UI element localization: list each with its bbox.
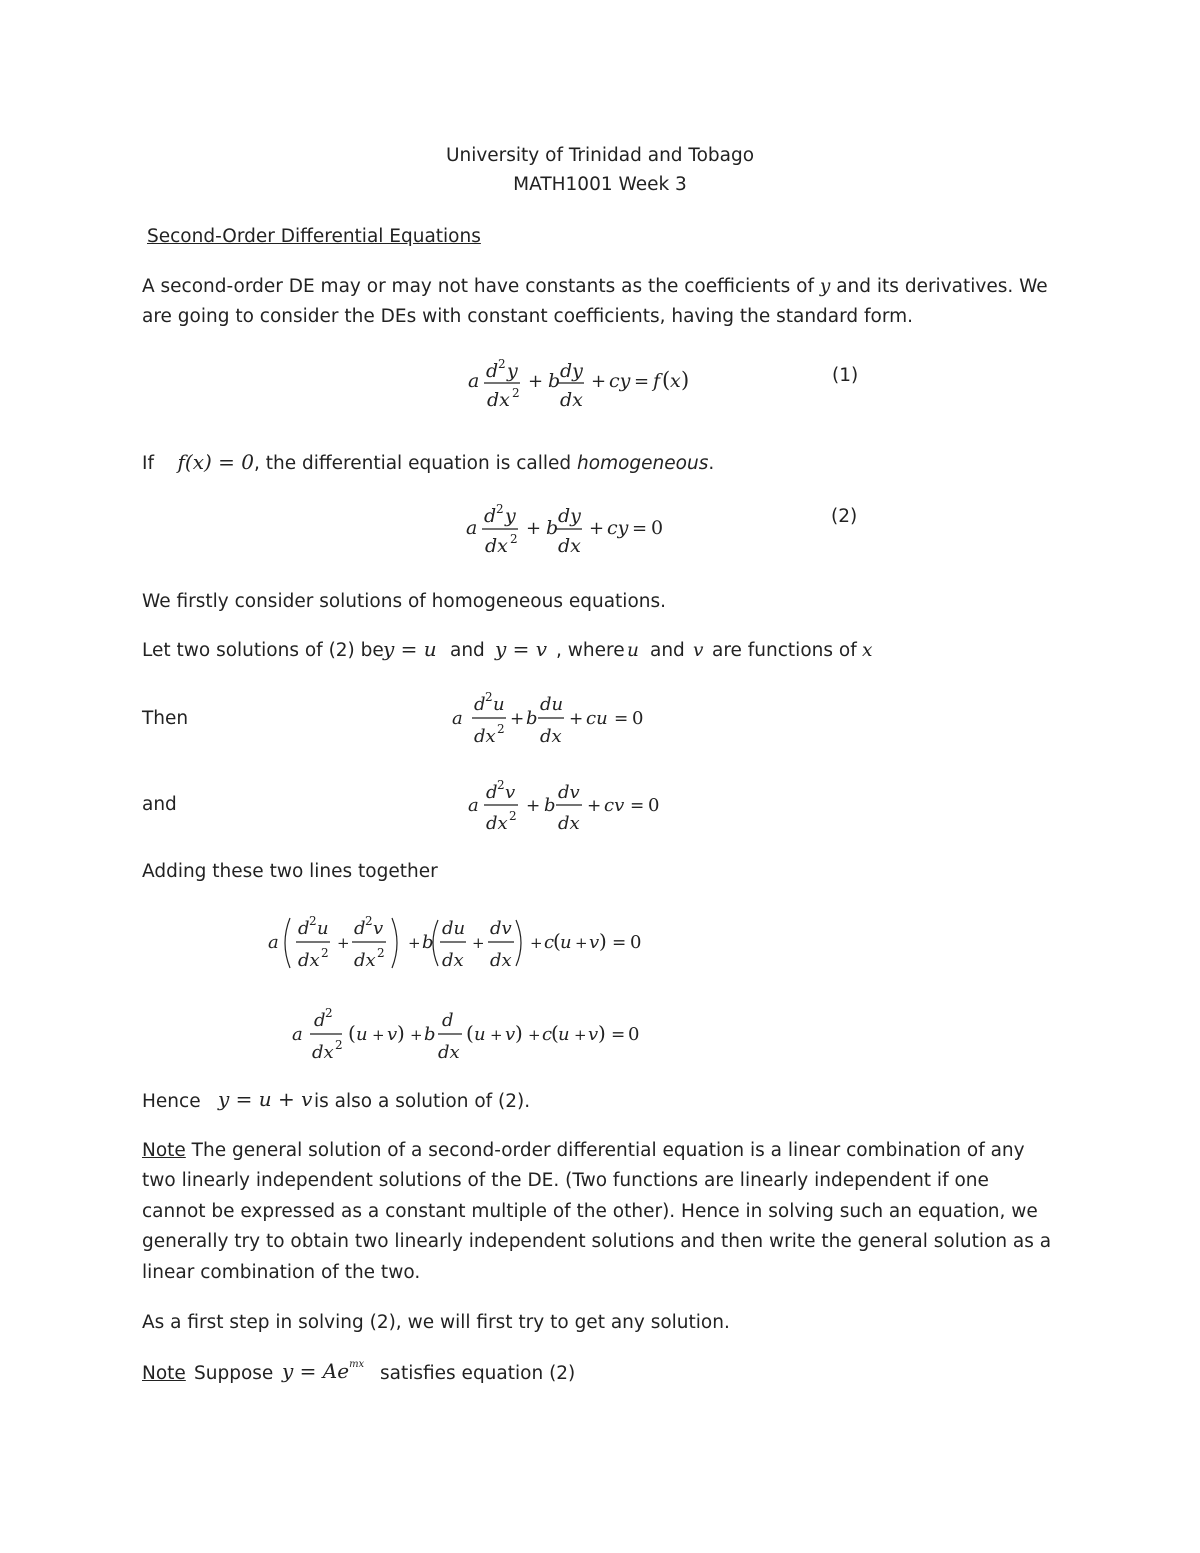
- where-word: , where: [556, 640, 625, 661]
- svg-text:+: +: [510, 709, 525, 729]
- exponent-mx: mx: [349, 1359, 365, 1371]
- svg-text:v: v: [589, 932, 600, 953]
- svg-text:+: +: [526, 796, 541, 816]
- svg-text:0: 0: [651, 517, 664, 539]
- svg-text:+: +: [589, 518, 605, 539]
- svg-text:0: 0: [648, 795, 660, 816]
- svg-text:u: u: [474, 1024, 486, 1045]
- svg-text:0: 0: [632, 708, 644, 729]
- svg-text:du: du: [442, 918, 466, 939]
- svg-text:+: +: [528, 1026, 541, 1044]
- svg-text:2: 2: [510, 532, 518, 546]
- intro-paragraph: [142, 272, 1052, 333]
- svg-text:0: 0: [628, 1024, 640, 1045]
- if-word: If: [142, 453, 154, 474]
- svg-text:+: +: [569, 709, 584, 729]
- svg-text:cy: cy: [607, 517, 629, 539]
- svg-text:(: (: [553, 929, 561, 953]
- svg-text:=: =: [612, 933, 627, 953]
- svg-text:dx: dx: [474, 726, 496, 747]
- svg-text:v: v: [505, 782, 516, 803]
- y-equals-ae: y = Ae: [282, 1359, 350, 1383]
- svg-text:a: a: [268, 932, 279, 953]
- intro-var-y: y: [819, 276, 831, 297]
- then-label: Then: [142, 708, 189, 729]
- note-general-solution: [142, 1136, 1054, 1288]
- and-word-1: and: [450, 640, 485, 661]
- svg-text:2: 2: [321, 946, 329, 960]
- equation-u: [444, 686, 664, 748]
- suppose-word: Suppose: [194, 1363, 274, 1384]
- svg-text:(: (: [466, 1021, 474, 1045]
- svg-text:2: 2: [325, 1006, 333, 1020]
- and-word-2: and: [650, 640, 685, 661]
- hence-word: Hence: [142, 1091, 201, 1112]
- svg-text:2: 2: [497, 778, 505, 792]
- svg-text:+: +: [526, 518, 542, 539]
- svg-text:dx: dx: [558, 813, 580, 834]
- svg-text:v: v: [373, 918, 384, 939]
- are-functions-of: are functions of: [712, 640, 857, 661]
- svg-text:dx: dx: [354, 950, 376, 971]
- svg-text:d: d: [298, 918, 310, 939]
- y-equals-u-plus-v: y = u + v: [218, 1087, 313, 1111]
- and-label: and: [142, 794, 177, 815]
- svg-text:+: +: [372, 1026, 385, 1044]
- svg-text:(: (: [551, 1021, 559, 1045]
- svg-text:dx: dx: [298, 950, 320, 971]
- svg-text:+: +: [408, 934, 421, 952]
- svg-text:c: c: [544, 932, 555, 953]
- svg-text:): ): [515, 1021, 523, 1045]
- svg-text:v: v: [505, 1024, 516, 1045]
- svg-text:+: +: [530, 934, 543, 952]
- equation-combined: [286, 1002, 646, 1068]
- svg-text:=: =: [611, 1025, 626, 1045]
- svg-text:y: y: [507, 360, 518, 382]
- equation-2-label: (2): [831, 506, 858, 527]
- svg-text:dx: dx: [540, 726, 562, 747]
- svg-text:=: =: [630, 796, 645, 816]
- svg-text:=: =: [614, 709, 629, 729]
- svg-text:d: d: [474, 694, 486, 715]
- equation-v: [460, 774, 680, 836]
- first-step-sentence: As a first step in solving (2), we will first try to get any solution.: [142, 1312, 730, 1333]
- svg-text:b: b: [544, 795, 556, 816]
- svg-text:): ): [397, 1021, 405, 1045]
- svg-text:=: =: [632, 518, 648, 539]
- svg-text:u: u: [317, 918, 329, 939]
- intro-text-2: and its derivatives. We are going to consider the DEs with constant coefficients, having the standard form.: [142, 276, 1048, 328]
- svg-text:+: +: [591, 371, 607, 392]
- svg-text:u: u: [560, 932, 572, 953]
- equation-1: [460, 355, 710, 417]
- svg-text:dx: dx: [438, 1042, 460, 1063]
- svg-text:c: c: [542, 1024, 553, 1045]
- svg-text:+: +: [575, 934, 588, 952]
- homogeneous-term: homogeneous: [577, 453, 709, 474]
- svg-text:2: 2: [377, 946, 385, 960]
- course-week: MATH1001 Week 3: [513, 174, 687, 195]
- svg-text:dx: dx: [558, 535, 581, 557]
- svg-text:2: 2: [498, 357, 506, 371]
- svg-text:=: =: [634, 371, 650, 392]
- svg-text:): ): [681, 368, 690, 392]
- svg-text:dv: dv: [490, 918, 512, 939]
- svg-text:y: y: [505, 505, 516, 527]
- svg-text:2: 2: [485, 690, 493, 704]
- satisfies-text: satisfies equation (2): [380, 1363, 576, 1384]
- svg-text:u: u: [356, 1024, 368, 1045]
- svg-text:d: d: [442, 1010, 454, 1031]
- svg-text:): ): [598, 1021, 606, 1045]
- svg-text:a: a: [468, 370, 480, 392]
- svg-text:d: d: [486, 360, 499, 382]
- equation-sum: [262, 910, 662, 976]
- university-name: University of Trinidad and Tobago: [445, 145, 755, 166]
- svg-text:b: b: [422, 932, 434, 953]
- svg-text:+: +: [490, 1026, 503, 1044]
- intro-text-1: A second-order DE may or may not have constants as the coefficients of: [142, 276, 820, 297]
- svg-text:dv: dv: [558, 782, 580, 803]
- y-equals-v: y = v: [495, 637, 548, 661]
- svg-text:cy: cy: [609, 370, 631, 392]
- svg-text:2: 2: [365, 914, 373, 928]
- svg-text:dx: dx: [490, 950, 512, 971]
- svg-text:u: u: [558, 1024, 570, 1045]
- hence-text: is also a solution of (2).: [314, 1091, 531, 1112]
- svg-text:(: (: [662, 368, 671, 392]
- svg-text:(: (: [348, 1021, 356, 1045]
- svg-text:b: b: [548, 370, 561, 392]
- svg-text:): ): [599, 929, 607, 953]
- svg-text:dx: dx: [486, 813, 508, 834]
- y-equals-u: y = u: [383, 637, 437, 661]
- svg-text:a: a: [466, 517, 478, 539]
- svg-text:b: b: [546, 517, 559, 539]
- note-text-1: The general solution of a second-order differential equation is a linear combination of any two linearly independent solutions of the DE. (Two functions are linearly independent if one cannot be expressed as a constant multiple of the other). Hence in solving such an equation, we generally try to obtain two linearly independent solutions and then write the general solution as a linear combination of the two.: [142, 1140, 1052, 1283]
- homogeneous-period: .: [708, 453, 715, 474]
- svg-text:2: 2: [497, 722, 505, 736]
- svg-text:dx: dx: [560, 389, 583, 411]
- svg-text:b: b: [526, 708, 538, 729]
- svg-text:a: a: [468, 795, 479, 816]
- var-u: u: [627, 640, 639, 661]
- svg-text:f: f: [653, 370, 661, 392]
- section-title: Second-Order Differential Equations: [147, 226, 481, 247]
- svg-text:dy: dy: [560, 360, 583, 382]
- svg-text:+: +: [472, 934, 485, 952]
- svg-text:a: a: [292, 1024, 303, 1045]
- svg-text:0: 0: [630, 932, 642, 953]
- svg-text:d: d: [486, 782, 498, 803]
- svg-text:d: d: [484, 505, 497, 527]
- svg-text:2: 2: [509, 809, 517, 823]
- svg-text:v: v: [387, 1024, 398, 1045]
- svg-text:2: 2: [309, 914, 317, 928]
- svg-text:dx: dx: [442, 950, 464, 971]
- svg-text:v: v: [588, 1024, 599, 1045]
- svg-text:cv: cv: [604, 795, 625, 816]
- svg-text:dx: dx: [312, 1042, 334, 1063]
- var-x: x: [862, 640, 873, 661]
- svg-text:x: x: [670, 370, 681, 392]
- svg-text:+: +: [528, 371, 544, 392]
- svg-text:du: du: [540, 694, 564, 715]
- var-v: v: [693, 640, 704, 661]
- svg-text:2: 2: [335, 1038, 343, 1052]
- svg-text:b: b: [424, 1024, 436, 1045]
- svg-text:dy: dy: [558, 505, 581, 527]
- condition-f-zero: f(x) = 0: [177, 450, 254, 474]
- svg-text:2: 2: [496, 502, 504, 516]
- svg-text:+: +: [337, 934, 350, 952]
- equation-1-label: (1): [832, 365, 859, 386]
- svg-text:+: +: [574, 1026, 587, 1044]
- svg-text:dx: dx: [485, 535, 508, 557]
- y-equals-ae-mx: [282, 1359, 364, 1383]
- firstly-sentence: We firstly consider solutions of homogeneous equations.: [142, 591, 667, 612]
- svg-text:2: 2: [512, 386, 520, 400]
- svg-text:a: a: [452, 708, 463, 729]
- svg-text:dx: dx: [487, 389, 510, 411]
- homogeneous-text: , the differential equation is called: [254, 453, 578, 474]
- note-label-1: Note: [142, 1140, 186, 1161]
- svg-text:cu: cu: [586, 708, 608, 729]
- svg-text:u: u: [493, 694, 505, 715]
- homogeneous-definition: [142, 450, 714, 475]
- equation-2: [458, 498, 678, 560]
- svg-text:d: d: [354, 918, 366, 939]
- svg-text:d: d: [314, 1010, 326, 1031]
- svg-text:+: +: [410, 1026, 423, 1044]
- let-text: Let two solutions of (2) be: [142, 640, 384, 661]
- svg-text:+: +: [587, 796, 602, 816]
- adding-sentence: Adding these two lines together: [142, 861, 438, 882]
- note-label-2: Note: [142, 1363, 186, 1384]
